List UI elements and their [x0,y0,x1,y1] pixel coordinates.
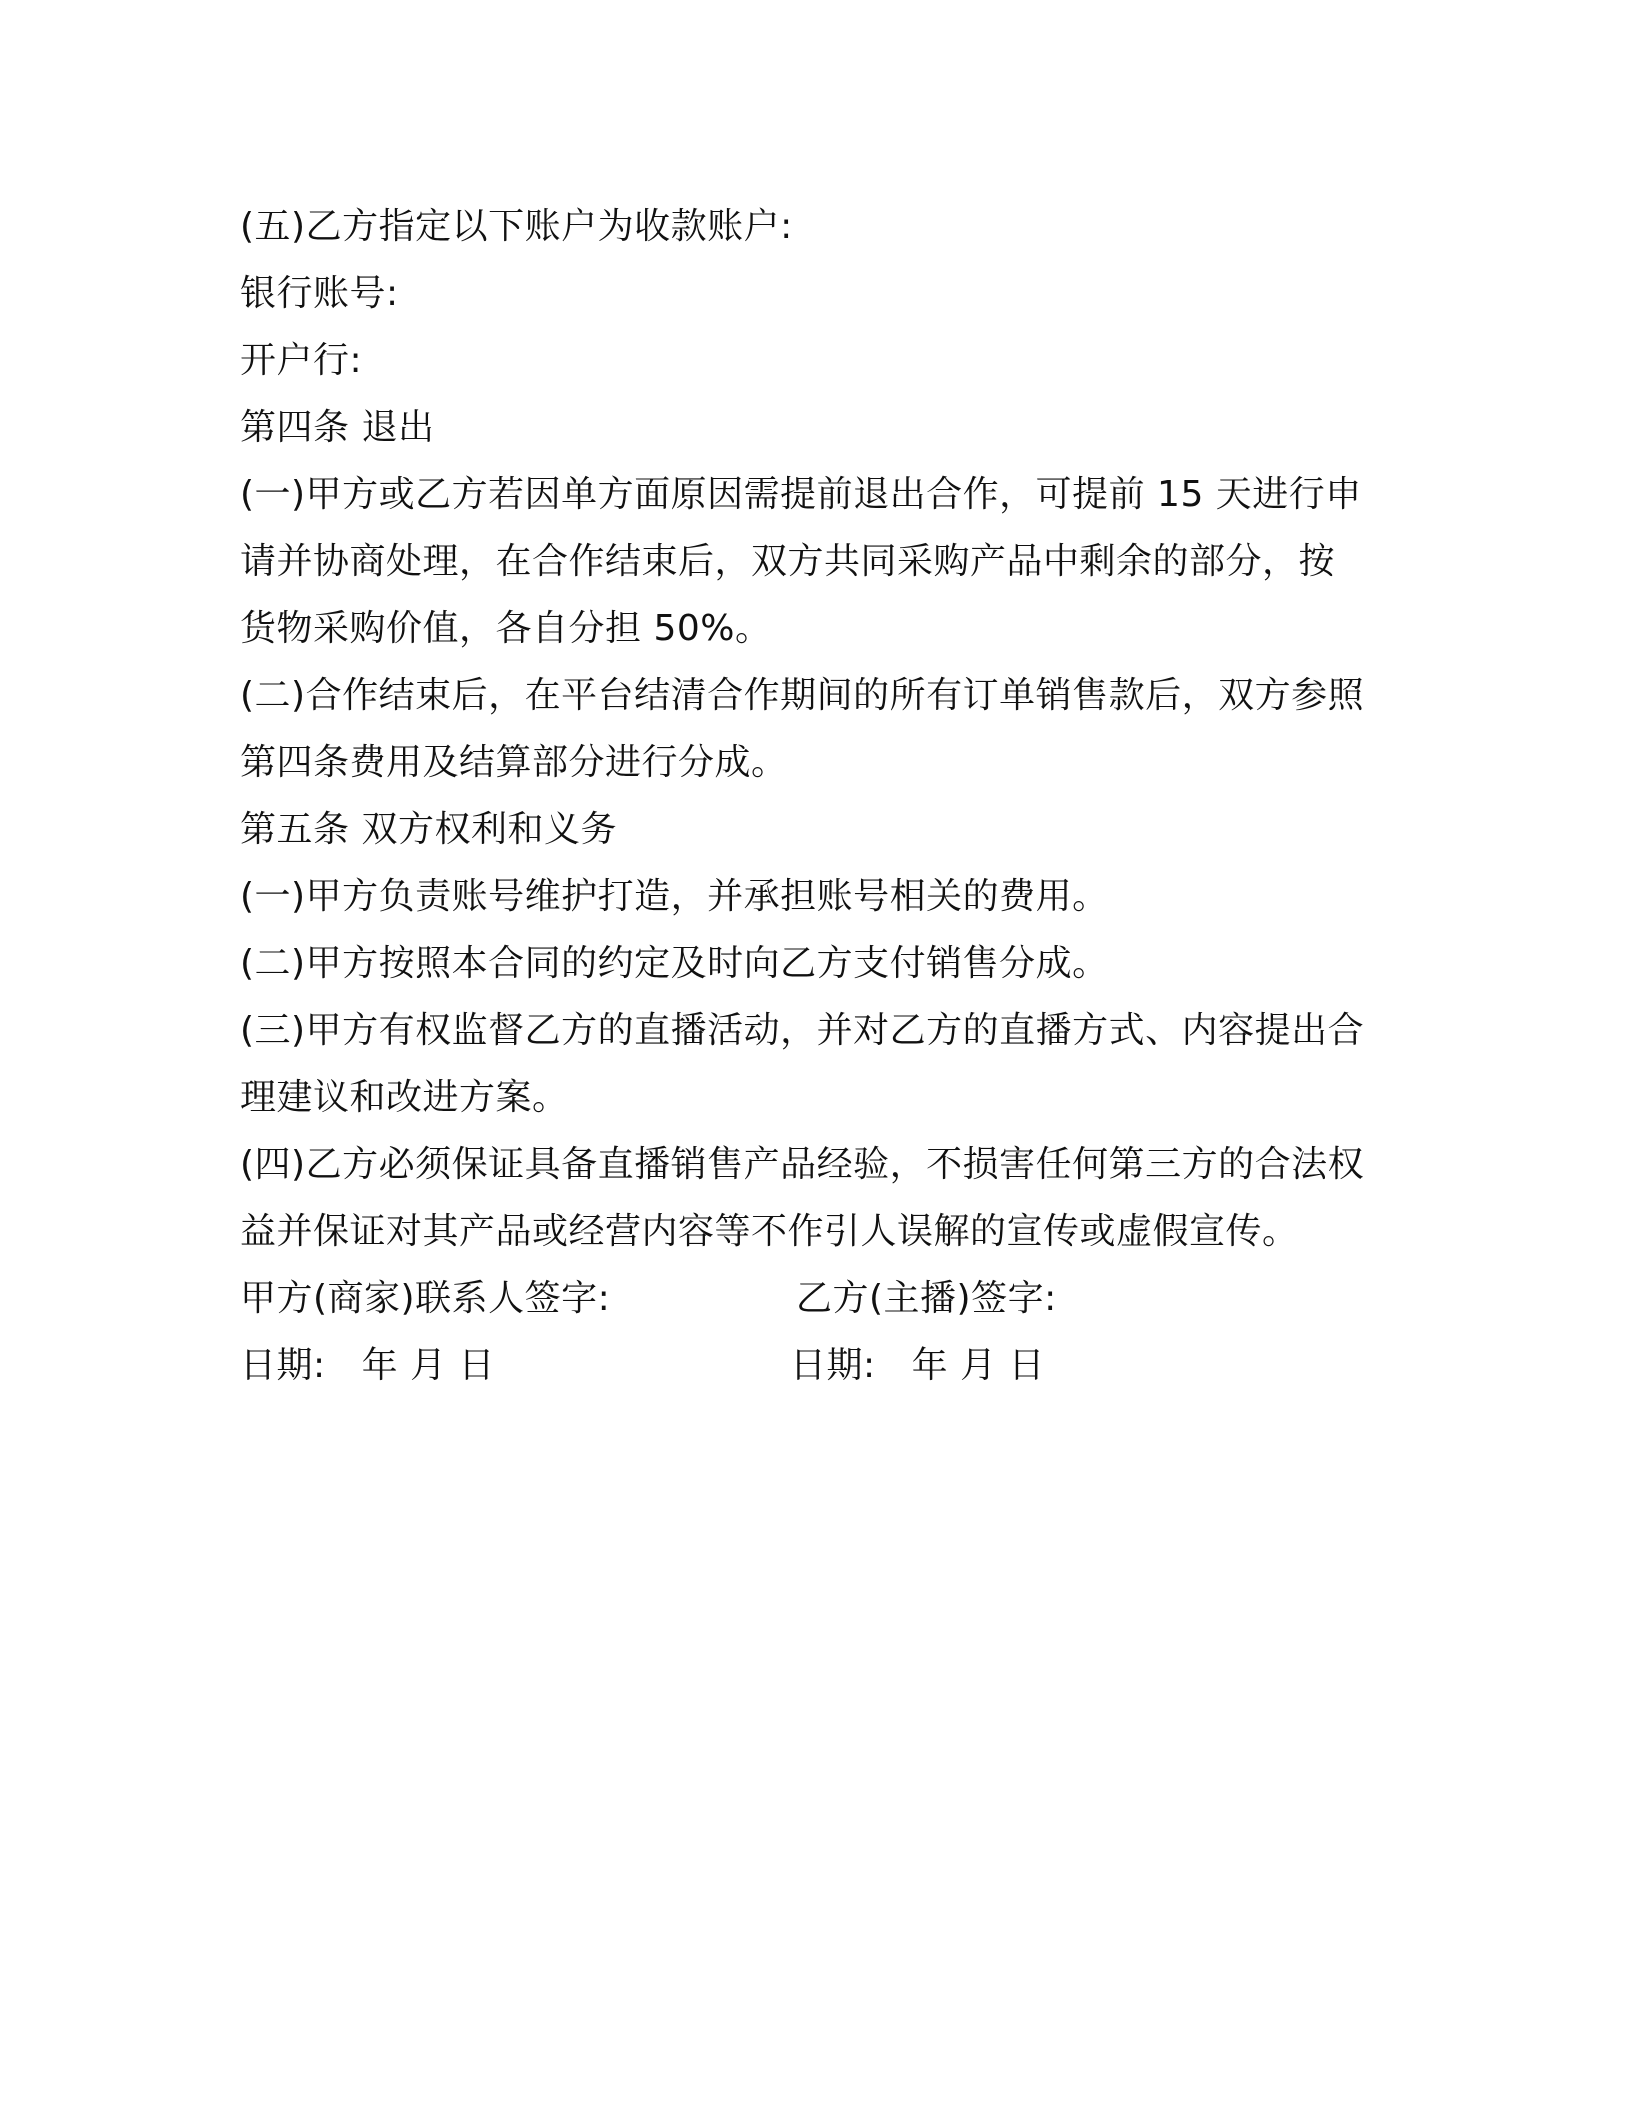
party-a-date-label: 日期: [240,1345,326,1386]
opening-bank-label: 开户行: [240,340,363,381]
article-5-item-1: (一)甲方负责账号维护打造，并承担账号相关的费用。 [240,876,1109,917]
article-5-item-4-line-1: (四)乙方必须保证具备直播销售产品经验，不损害任何第三方的合法权 [240,1144,1365,1185]
article-5-item-2: (二)甲方按照本合同的约定及时向乙方支付销售分成。 [240,943,1109,984]
article-4-item-2-line-1: (二)合作结束后，在平台结清合作期间的所有订单销售款后，双方参照 [240,675,1365,716]
party-b-signature-label: 乙方(主播)签字: [796,1278,1057,1319]
article-5-item-4-line-2: 益并保证对其产品或经营内容等不作引人误解的宣传或虚假宣传。 [240,1211,1299,1252]
party-a-date [240,1332,495,1399]
party-b-date-fields: 年 月 日 [911,1345,1046,1386]
article-4-item-2-line-2: 第四条费用及结算部分进行分成。 [240,742,788,783]
date-row [240,1332,1400,1399]
article-4-item-1-line-2: 请并协商处理，在合作结束后，双方共同采购产品中剩余的部分，按 [240,541,1336,582]
document-body [240,193,1400,1399]
article-5-heading: 第五条 双方权利和义务 [240,809,617,850]
party-b-date-label: 日期: [790,1345,876,1386]
article-4-item-1-line-3: 货物采购价值，各自分担 50%。 [240,608,772,649]
article-5-item-3-line-1: (三)甲方有权监督乙方的直播活动，并对乙方的直播方式、内容提出合 [240,1010,1365,1051]
signature-row [240,1265,1400,1332]
party-b-date [790,1332,1045,1399]
clause-5-account-intro: (五)乙方指定以下账户为收款账户: [240,206,793,247]
bank-account-label: 银行账号: [240,273,399,314]
party-a-date-fields: 年 月 日 [361,1345,496,1386]
article-4-item-1-line-1: (一)甲方或乙方若因单方面原因需提前退出合作，可提前 15 天进行申 [240,474,1362,515]
party-a-signature-label: 甲方(商家)联系人签字: [240,1278,611,1319]
article-5-item-3-line-2: 理建议和改进方案。 [240,1077,569,1118]
article-4-heading: 第四条 退出 [240,407,435,448]
